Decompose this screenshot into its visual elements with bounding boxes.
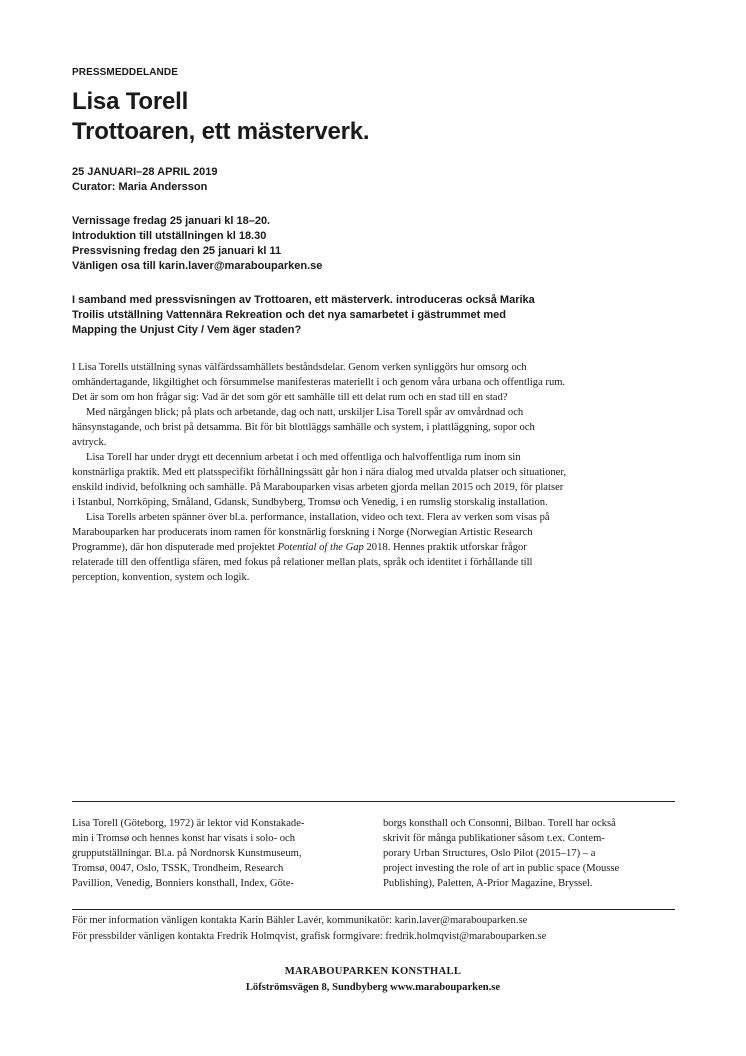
bio-line: min i Tromsø och hennes konst har visats i solo- och: [72, 833, 296, 844]
title-exhibition: Trottoaren, ett mästerverk.: [72, 118, 370, 145]
body-paragraph-2: Med närgången blick; på plats och arbetande, dag och natt, urskiljer Lisa Torell spår av omvårdnad och hänsynstagande, och brist på detsamma. Bit för bit blottläggs samhälle och system, i plattläggning, sopor och avtryck.: [72, 407, 535, 448]
body-paragraph-4-end: 2018. Hennes praktik utforskar frågor relaterade till den offentliga sfären, med fokus på relationer mellan plats, språk och identitet i förhållande till perception, konvention, system och logik.: [72, 542, 533, 583]
contact-communications: För mer information vänligen kontakta Karin Bähler Lavér, kommunikatör: karin.laver@marabouparken.se: [72, 915, 528, 926]
bio-column-left: [72, 816, 362, 891]
exhibition-curator: Curator: Maria Andersson: [72, 181, 208, 193]
footer-organization: MARABOUPARKEN KONSTHALL: [284, 966, 462, 977]
body-paragraph-1: I Lisa Torells utställning synas välfärdssamhällets beståndsdelar. Genom verken synliggörs hur omsorg och omhändertagande, likgiltighet och försummelse manifesteras materiellt i och genom våra urbana och offentliga rum. Det är som om hon frågar sig: Vad är det som gör ett samhälle till ett delat rum och en stad till en stad?: [72, 362, 566, 403]
lead-paragraph: I samband med pressvisningen av Trottoaren, ett mästerverk. introduceras också Marika Troilis utställning Vattennära Rekreation och det nya samarbetet i gästrummet med Mapping the Unjust City / Vem äger staden?: [72, 294, 535, 336]
contact-info: [72, 913, 546, 945]
footer: [0, 964, 746, 996]
footer-address: Löfströmsvägen 8, Sundbyberg www.marabouparken.se: [245, 982, 501, 993]
bio-line: Publishing), Paletten, A-Prior Magazine, Bryssel.: [383, 878, 593, 889]
event-schedule: [72, 214, 322, 274]
bio-line: porary Urban Structures, Oslo Pilot (2015–17) – a: [383, 848, 596, 859]
event-vernissage: Vernissage fredag 25 januari kl 18–20.: [72, 215, 271, 227]
document-title: [72, 87, 369, 147]
divider-top: [72, 801, 675, 802]
body-paragraph-3: Lisa Torell har under drygt ett decennium arbetat i och med offentliga och halvoffentliga rum inom sin konstnärliga praktik. Med ett platsspecifikt förhållningssätt går hon i nära dialog med utvalda platser och situationer, enskild individ, befolkning och samhälle. På Marabouparken visas arbeten gjorda mellan 2015 och 2019, för platser i Istanbul, Norrköping, Småland, Gdansk, Sundbyberg, Tromsø och Venedig, i en rumslig storskalig installation.: [72, 452, 567, 508]
exhibition-details: [72, 165, 218, 195]
bio-line: borgs konsthall och Consonni, Bilbao. Torell har också: [383, 818, 616, 829]
event-introduction: Introduktion till utställningen kl 18.30: [72, 230, 267, 242]
document-kicker: PRESSMEDDELANDE: [72, 67, 178, 78]
event-press-viewing: Pressvisning fredag den 25 januari kl 11: [72, 245, 282, 257]
bio-line: Tromsø, 0047, Oslo, TSSK, Trondheim, Research: [72, 863, 284, 874]
body-paragraph-4-start: Lisa Torells arbeten spänner över bl.a. performance, installation, video och text. Flera av verken som visas på Marabouparken har producerats inom ramen för konstnärlig forskning i Norge (Norwegian Artistic Research Programme), där hon disputerade med projektet: [72, 512, 550, 553]
bio-line: grupputställningar. Bl.a. på Nordnorsk Kunstmuseum,: [72, 848, 302, 859]
title-artist: Lisa Torell: [72, 88, 189, 115]
contact-press-images: För pressbilder vänligen kontakta Fredrik Holmqvist, grafisk formgivare: fredrik.holmqvist@marabouparken.se: [72, 931, 547, 942]
body-paragraph-4: [72, 510, 568, 585]
bio-line: Pavillion, Venedig, Bonniers konsthall, Index, Göte-: [72, 878, 294, 889]
divider-bottom: [72, 909, 675, 910]
event-rsvp: Vänligen osa till karin.laver@marabouparken.se: [72, 260, 323, 272]
body-text: [72, 360, 568, 585]
bio-line: Lisa Torell (Göteborg, 1972) är lektor vid Konstakade-: [72, 818, 305, 829]
exhibition-dates: 25 JANUARI–28 APRIL 2019: [72, 166, 218, 178]
project-title: Potential of the Gap: [277, 542, 364, 553]
bio-column-right: [383, 816, 673, 891]
bio-line: project investing the role of art in public space (Mousse: [383, 863, 620, 874]
bio-line: skrivit för många publikationer såsom t.ex. Contem-: [383, 833, 605, 844]
